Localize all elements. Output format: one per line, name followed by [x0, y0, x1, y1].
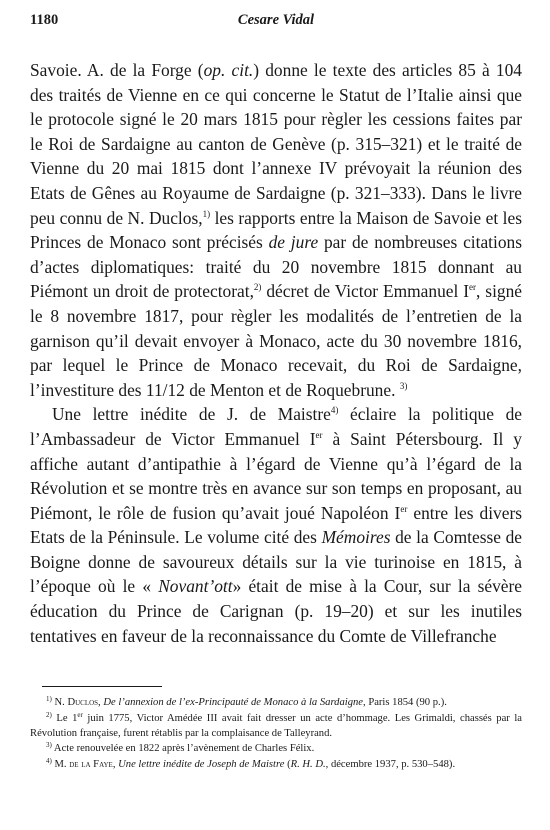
italic-citation: op. cit. — [203, 60, 254, 80]
text-run: Savoie. A. de la Forge ( — [30, 60, 204, 80]
footnote-text: , Paris 1854 (90 p.). — [363, 697, 447, 709]
running-title: Cesare Vidal — [237, 12, 315, 28]
footnote-ref-2[interactable]: 2) — [253, 282, 262, 293]
footnote-ref-1[interactable]: 1) — [202, 208, 211, 219]
footnote-text: , décembre 1937, p. 530–548). — [325, 758, 456, 770]
footnote-mark: 3) — [46, 741, 52, 750]
footnote-text: , — [112, 758, 119, 770]
footnotes — [30, 695, 522, 772]
text-run: à Saint Pétersbourg. Il y affiche autant d’antipathie à l’égard de Vienne qu’à l’égard de la Révolution et se montre très en avance sur son temps en proposant, au Piémont, le rôle de fusion qu’avait joué Napoléon I — [30, 428, 522, 523]
page-number: 1180 — [30, 12, 59, 28]
text-run: décret de Victor Emmanuel I — [261, 281, 470, 302]
ordinal-superscript: er — [469, 282, 477, 293]
document-page — [30, 12, 522, 772]
ordinal-superscript: er — [77, 710, 83, 719]
text-run: entre les divers Etats de la Péninsule. Le volume cité des — [30, 502, 522, 548]
text-run: par de nombreuses citations d’actes diplomatiques: traité du 20 novembre 1815 donnant au Piémont un droit de protectorat, — [30, 232, 522, 302]
footnote-4 — [30, 757, 522, 772]
footnote-text: Acte renouvelée en 1822 après l’avènement de Charles Félix. — [53, 743, 315, 755]
italic-term: Novant’ott — [158, 576, 233, 597]
italic-term: de jure — [268, 232, 319, 253]
text-run: , signé le 8 novembre 1817, pour règler les modalités de l’entretien de la garnison qu’il devait envoyer à Monaco, acte du 30 novembre 1816, par lequel le Prince de Monaco recevait, du Roi de Sardaigne, l’investiture des 11/12 de Menton et de Roquebrune. — [30, 281, 523, 400]
footnote-author: de la Faye — [69, 758, 113, 770]
footnote-title: De l’annexion de l’ex-Principauté de Monaco à la Sardaigne — [103, 697, 364, 709]
footnote-author: N. Duclos — [54, 697, 99, 709]
text-run: de la Comtesse de Boigne donne de savoureux détails sur la vie turinoise en 1815, à l’époque où le « — [30, 527, 523, 597]
footnote-divider — [42, 686, 162, 687]
italic-title: Mémoires — [321, 527, 391, 548]
footnote-text: Le 1 — [56, 712, 78, 724]
text-run: » était de mise à la Cour, sur la sévère éducation du Prince de Carignan (p. 19–20) et sur les inutiles tentatives en faveur de la reconnaissance du Comte de Villefranche — [30, 576, 523, 646]
text-run: les rapports entre la Maison de Savoie et les Princes de Monaco sont précisés — [30, 207, 522, 253]
paragraph-2 — [30, 402, 522, 648]
footnote-1: $^{1)}$ N. Duclos, De l’annexion de l’ex-Principauté de Monaco à la Sardaigne, Paris 1854 (90 p.). — [46, 695, 447, 709]
text-run: ) donne le texte des articles 85 à 104 des traités de Vienne en ce qui concerne le Statut de l’Italie ainsi que le protocole signé le 20 mars 1815 pour règler les cessions faites par le Roi de Sardaigne au canton de Genève (p. 315–321) et le traité de Vienne du 20 mai 1815 dont l’annexe IV prévoyait la réunion des Etats de Gênes au Royaume de Sardaigne (p. 321–333). Dans le livre peu connu de N. Duclos, — [30, 60, 522, 228]
footnote-text: ( — [284, 758, 291, 770]
footnote-text: juin 1775, Victor Amédée III avait fait dresser un acte d’hommage. Les Grimaldi, chassés par la Révolution française, furent rétablis par la complaisance de Talleyrand. — [30, 712, 523, 740]
footnote-ref-4[interactable]: 4) — [330, 405, 339, 416]
footnote-mark: 1) — [46, 695, 52, 704]
text-run: Une lettre inédite de J. de Maistre — [52, 404, 331, 425]
page-header — [30, 12, 522, 38]
body-text — [30, 58, 522, 648]
ordinal-superscript: er — [315, 429, 323, 440]
footnote-title: Une lettre inédite de Joseph de Maistre — [118, 758, 285, 770]
footnote-2 — [30, 711, 522, 742]
footnote-mark: 2) — [46, 710, 52, 719]
footnote-ref-3[interactable]: 3) — [399, 380, 408, 391]
footnote-author-initial: M. — [54, 758, 70, 770]
text-run: éclaire la politique de l’Ambassadeur de Victor Emmanuel I — [30, 404, 522, 449]
ordinal-superscript: er — [400, 503, 408, 514]
paragraph-1 — [30, 58, 522, 402]
footnote-3 — [30, 741, 522, 756]
footnote-journal: R. H. D. — [290, 758, 326, 770]
footnote-mark: 4) — [46, 756, 52, 765]
